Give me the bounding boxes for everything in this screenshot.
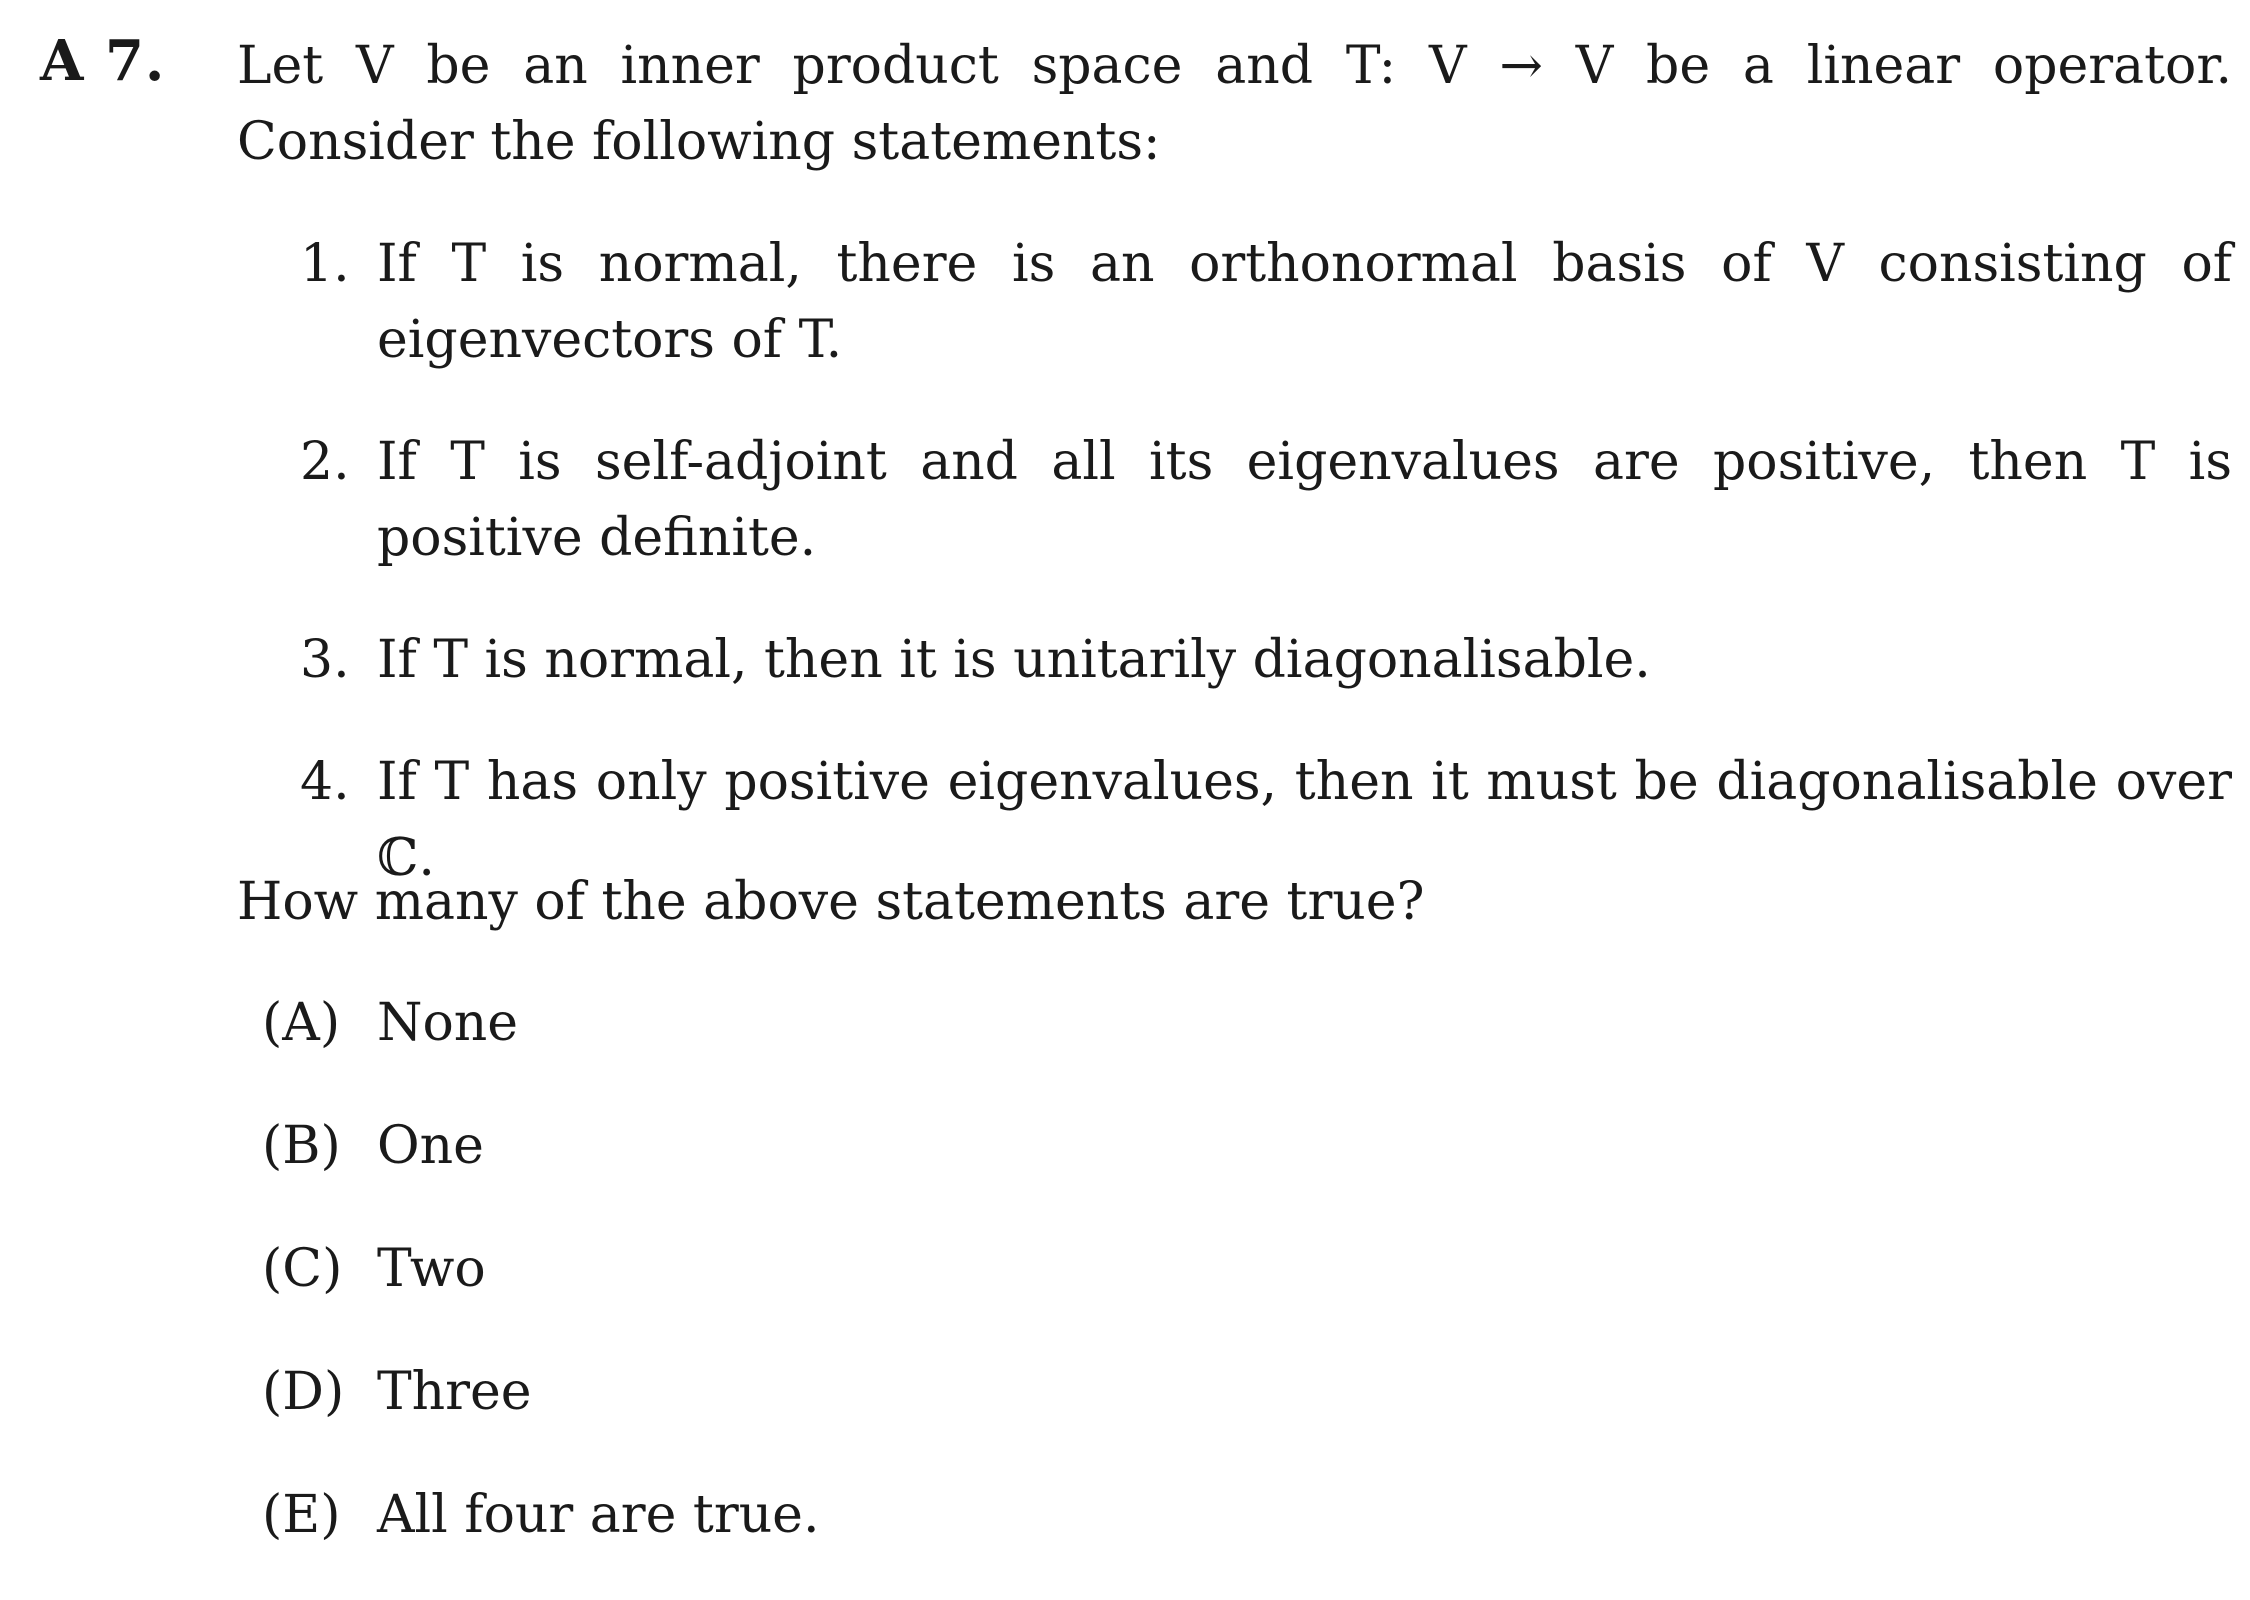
problem-number: A 7.	[40, 28, 166, 94]
choice-letter: (A)	[262, 993, 341, 1053]
statement-item	[300, 622, 2232, 698]
statement-number: 2.	[300, 432, 350, 492]
statement-number: 4.	[300, 752, 350, 812]
statement-text: If T is normal, then it is unitarily diagonalisable.	[377, 630, 1651, 690]
question-text: How many of the above statements are true?	[237, 872, 1425, 932]
statement-number: 1.	[300, 234, 350, 294]
choice-text: All four are true.	[377, 1485, 820, 1545]
choice-letter: (C)	[262, 1239, 343, 1299]
statement-text: If T is normal, there is an orthonormal basis of V consisting of eigenvectors of T.	[377, 234, 2232, 370]
choice-letter: (B)	[262, 1116, 341, 1176]
choice-text: Three	[377, 1362, 532, 1422]
choice-text: One	[377, 1116, 484, 1176]
choice-letter: (D)	[262, 1362, 345, 1422]
statement-number: 3.	[300, 630, 350, 690]
answer-choices	[262, 985, 819, 1600]
statement-list	[300, 226, 2232, 942]
choice-text: None	[377, 993, 519, 1053]
statement-text: If T is self-adjoint and all its eigenvalues are positive, then T is positive definite.	[377, 432, 2232, 568]
choice-text: Two	[377, 1239, 486, 1299]
statement-item	[300, 424, 2232, 576]
choice-letter: (E)	[262, 1485, 341, 1545]
answer-choice-b	[262, 1108, 819, 1184]
problem-stem: Let V be an inner product space and T: V → V be a linear operator. Consider the following statements:	[237, 36, 2232, 172]
answer-choice-c	[262, 1231, 819, 1307]
answer-choice-d	[262, 1354, 819, 1430]
statement-item	[300, 226, 2232, 378]
statement-text: If T has only positive eigenvalues, then it must be diagonalisable over ℂ.	[377, 752, 2232, 888]
answer-choice-a	[262, 985, 819, 1061]
answer-choice-e	[262, 1477, 819, 1553]
